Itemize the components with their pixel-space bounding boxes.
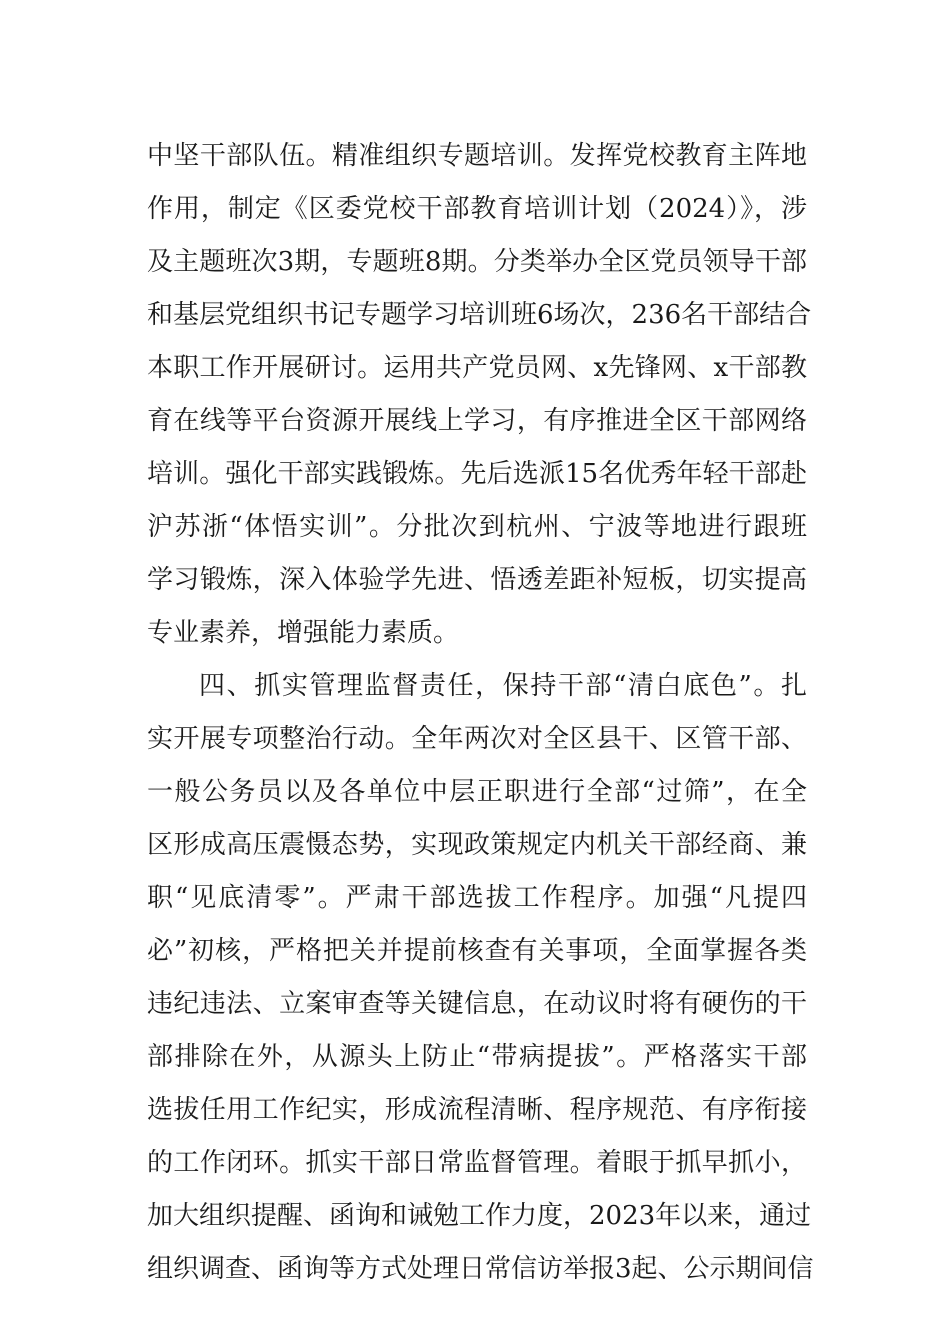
- text-line: 中坚干部队伍。精准组织专题培训。发挥党校教育主阵地: [147, 141, 807, 171]
- text-line: 育在线等平台资源开展线上学习，有序推进全区干部网络: [147, 406, 807, 436]
- text-line: 专业素养，增强能力素质。: [147, 618, 460, 648]
- text-line: 区形成高压震慑态势，实现政策规定内机关干部经商、兼: [147, 830, 807, 860]
- text-line: 加大组织提醒、函询和诫勉工作力度，2023年以来，通过: [147, 1201, 812, 1231]
- text-line: 的工作闭环。抓实干部日常监督管理。着眼于抓早抓小，: [147, 1148, 807, 1178]
- text-line: 本职工作开展研讨。运用共产党员网、x先锋网、x干部教: [147, 353, 807, 383]
- text-line: 选拔任用工作纪实，形成流程清晰、程序规范、有序衔接: [147, 1095, 807, 1125]
- text-line: 学习锻炼，深入体验学先进、悟透差距补短板，切实提高: [147, 565, 807, 595]
- text-line: 作用，制定《区委党校干部教育培训计划（2024）》，涉: [147, 194, 807, 224]
- text-line: 部排除在外，从源头上防止“带病提拔”。严格落实干部: [147, 1042, 807, 1072]
- text-line: 实开展专项整治行动。全年两次对全区县干、区管干部、: [147, 724, 807, 754]
- text-line: 组织调查、函询等方式处理日常信访举报3起、公示期间信: [147, 1254, 814, 1284]
- text-line: 及主题班次3期，专题班8期。分类举办全区党员领导干部: [147, 247, 807, 277]
- text-line: 沪苏浙“体悟实训”。分批次到杭州、宁波等地进行跟班: [147, 512, 807, 542]
- text-line: 职“见底清零”。严肃干部选拔工作程序。加强“凡提四: [147, 883, 807, 913]
- paragraph-heading-line: 四、抓实管理监督责任，保持干部“清白底色”。扎: [199, 671, 807, 701]
- text-line: 培训。强化干部实践锻炼。先后选派15名优秀年轻干部赴: [147, 459, 807, 489]
- text-line: 和基层党组织书记专题学习培训班6场次，236名干部结合: [147, 300, 812, 330]
- text-line: 违纪违法、立案审查等关键信息，在动议时将有硬伤的干: [147, 989, 807, 1019]
- text-line: 一般公务员以及各单位中层正职进行全部“过筛”，在全: [147, 777, 807, 807]
- text-line: 必”初核，严格把关并提前核查有关事项，全面掌握各类: [147, 936, 807, 966]
